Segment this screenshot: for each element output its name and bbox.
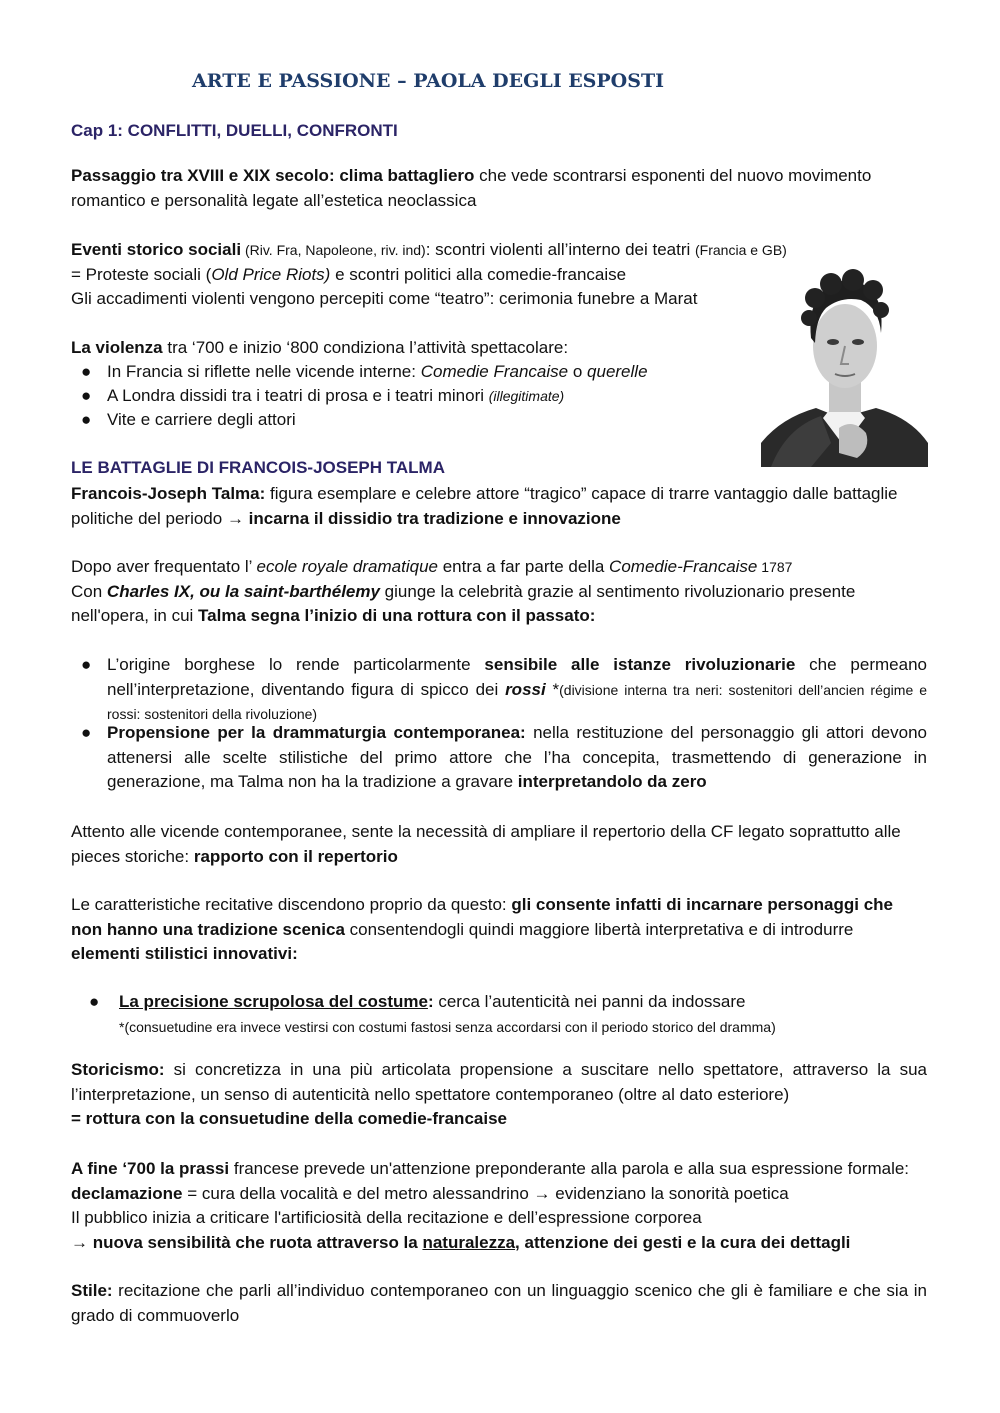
list-item (71, 721, 927, 795)
paragraph-ecole (71, 555, 927, 629)
bold-text: La violenza (71, 338, 163, 357)
paragraph-storicismo (71, 1058, 927, 1132)
text: entra a far parte della (438, 557, 610, 576)
bullet: ● (81, 723, 92, 742)
bold-text: : (427, 992, 434, 1011)
text: cerca l’autenticità nei panni da indossare (433, 992, 746, 1011)
list-item (71, 360, 751, 385)
bold-text: elementi stilistici innovativi: (71, 944, 298, 963)
text: che vede scontrarsi esponenti del nuovo movimento romantico e personalità legate all’estetica neoclassica (71, 166, 872, 210)
text: = Proteste sociali ( (71, 264, 212, 284)
text: recitazione che parli all’individuo contemporaneo con un linguaggio scenico che gli è familiare e che sia in grado di commuoverlo (71, 1281, 927, 1325)
bullet: ● (81, 362, 92, 381)
text: A Londra dissidi tra i teatri di prosa e i teatri minori (107, 386, 489, 405)
text: Con (71, 581, 107, 601)
bold-text: gli consente infatti di incarnare personaggi che non hanno una tradizione scenica (71, 895, 894, 939)
italic-text: ecole royale dramatique (256, 557, 438, 576)
italic-text: querelle (587, 362, 648, 381)
bold-text: Stile: (71, 1281, 113, 1300)
bold-text: → nuova sensibilità che ruota attraverso la (71, 1232, 423, 1252)
text: * (545, 679, 560, 699)
bold-text: interpretandolo da zero (517, 772, 707, 791)
bold-text: rapporto con il repertorio (193, 846, 398, 866)
bold-text: Francois-Joseph Talma: (71, 484, 266, 503)
text: = cura della vocalità e del metro alessandrino → evidenziano la sonorità poetica (182, 1183, 789, 1203)
italic-text: Comedie-Francaise (609, 557, 758, 576)
small-text: (Francia e GB) (695, 242, 787, 258)
text: e scontri politici alla comedie-francaise (330, 264, 627, 284)
text: nella restituzione del personaggio gli attori devono attenersi alle scelte stilistiche del primo attore che l’ha concepita, trasmettendo di generazione in generazione, ma Talma non ha la tradizione a gravare (107, 723, 927, 791)
list-item (71, 384, 751, 409)
bold-text: Propensione per la drammaturgia contemporanea: (107, 723, 526, 742)
small-text: (Riv. Fra, Napoleone, riv. ind) (241, 242, 426, 258)
talma-portrait-image (761, 268, 928, 467)
bold-text: = rottura con la consuetudine della comedie-francaise (71, 1109, 507, 1128)
list-item (71, 653, 927, 727)
paragraph-caratteristiche (71, 893, 927, 967)
italic-text: Comedie Francaise (420, 362, 569, 381)
bold-text: A fine ‘700 la prassi (71, 1159, 230, 1178)
bold-italic-text: rossi (505, 679, 546, 699)
bold-text: sensibile alle istanze rivoluzionarie (484, 655, 796, 674)
text: che permeano nell’interpretazione, diventando figura di spicco dei (107, 655, 927, 699)
text: figura esemplare e celebre attore “tragico” capace di trarre vantaggio dalle battaglie politiche del periodo → (71, 484, 898, 528)
list-item (71, 990, 927, 1039)
list-item (71, 408, 751, 433)
paragraph-repertorio (71, 820, 927, 869)
text: Le caratteristiche recitative discendono proprio da questo: (71, 895, 512, 914)
paragraph-stile (71, 1279, 927, 1328)
bold-text: incarna il dissidio tra tradizione e innovazione (248, 508, 621, 528)
bold-italic-text: Charles IX, ou la saint-barthélemy (106, 581, 380, 601)
text: Dopo aver frequentato l’ (71, 557, 257, 576)
small-text: 1787 (757, 559, 793, 575)
small-text: (divisione interna tra neri: sostenitori dell’ancien régime e rossi: sostenitori della rivoluzione) (107, 681, 927, 722)
bullet: ● (89, 992, 100, 1011)
section-heading: LE BATTAGLIE DI FRANCOIS-JOSEPH TALMA (71, 458, 445, 477)
italic-text: Old Price Riots) (211, 264, 331, 284)
bullet: ● (81, 386, 92, 405)
text: si concretizza in una più articolata propensione a suscitare nello spettatore, attraverso la sua l’interpretazione, un senso di autenticità nello spettatore contemporaneo (oltre al dato esteriore) (71, 1060, 927, 1104)
paragraph-talma (71, 482, 927, 531)
text: francese prevede un'attenzione preponderante alla parola e alla sua espressione formale: (229, 1159, 910, 1178)
underlined-bold-text: La precisione scrupolosa del costume (119, 992, 428, 1011)
bold-text: Storicismo: (71, 1060, 165, 1079)
text: In Francia si riflette nelle vicende interne: (107, 362, 421, 381)
text: : scontri violenti all’interno dei teatri (425, 240, 696, 259)
bullet: ● (81, 410, 92, 429)
paragraph-passaggio (71, 164, 927, 213)
text: giunge la celebrità grazie al sentimento rivoluzionario presente nell'opera, in cui (71, 581, 856, 625)
italic-text: (illegitimate) (488, 388, 565, 404)
text: Vite e carriere degli attori (107, 410, 296, 429)
paragraph-violenza (71, 336, 751, 361)
bold-text: Eventi storico sociali (71, 240, 242, 259)
bold-text: Talma segna l’inizio di una rottura con il passato: (198, 606, 596, 625)
text: Attento alle vicende contemporanee, sente la necessità di ampliare il repertorio della CF legato soprattutto alle pieces storiche: (71, 822, 901, 866)
small-text: *(consuetudine era invece vestirsi con costumi fastosi senza accordarsi con il periodo storico del dramma) (119, 1018, 776, 1035)
text: L’origine borghese lo rende particolarmente (107, 655, 485, 674)
text: tra ‘700 e inizio ‘800 condiziona l’attività spettacolare: (162, 338, 569, 357)
text: Il pubblico inizia a criticare l'artificiosità della recitazione e dell’espressione corporea (71, 1208, 702, 1227)
bold-text: declamazione (71, 1183, 183, 1203)
document-title: ARTE E PASSIONE – PAOLA DEGLI ESPOSTI (192, 70, 664, 92)
bullet: ● (81, 655, 92, 674)
chapter-heading: Cap 1: CONFLITTI, DUELLI, CONFRONTI (71, 121, 398, 140)
bold-text: Passaggio tra XVIII e XIX secolo: clima battagliero (71, 166, 475, 185)
text: o (568, 362, 588, 381)
text: Gli accadimenti violenti vengono percepiti come “teatro”: cerimonia funebre a Marat (71, 289, 698, 308)
underlined-bold-text: naturalezza (422, 1232, 516, 1252)
paragraph-prassi (71, 1157, 927, 1255)
bold-text: , attenzione dei gesti e la cura dei dettagli (515, 1232, 851, 1252)
text: consentendogli quindi maggiore libertà interpretativa e di introdurre (344, 919, 854, 939)
